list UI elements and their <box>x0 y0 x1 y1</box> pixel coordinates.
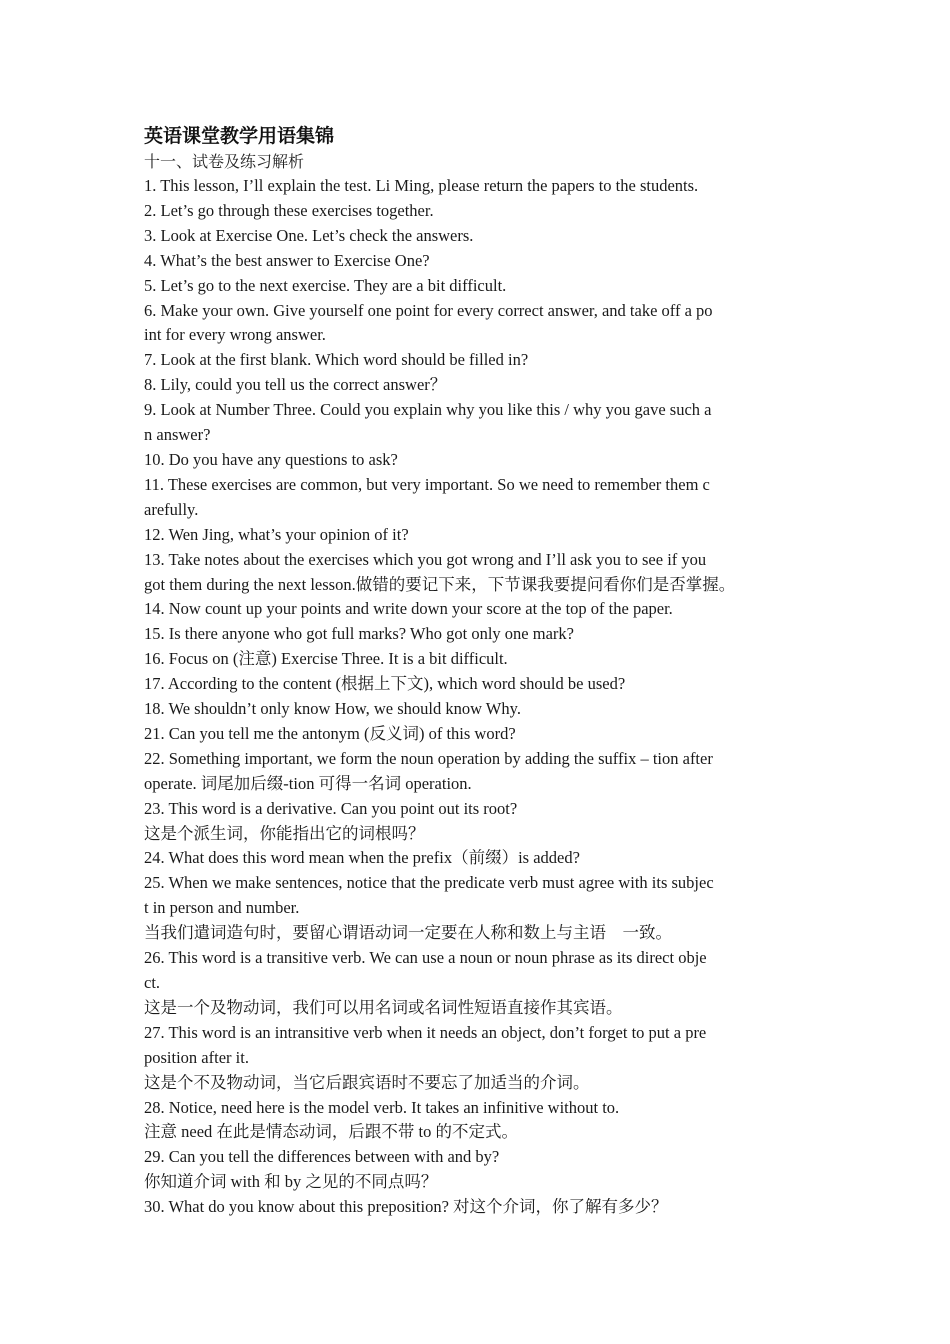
text-line: t in person and number. <box>144 898 300 918</box>
document-title: 英语课堂教学用语集锦 <box>144 125 335 147</box>
text-line: 1. This lesson, I’ll explain the test. Li Ming, please return the papers to the students. <box>144 176 699 195</box>
text-line: got them during the next lesson.做错的要记下来，下节课我要提问看你们是否掌握。 <box>144 574 736 594</box>
text-line: 30. What do you know about this preposition? 对这个介词，你了解有多少？ <box>144 1197 668 1217</box>
text-line: ct. <box>144 973 161 992</box>
text-line: 16. Focus on (注意) Exercise Three. It is a bit difficult. <box>144 649 508 669</box>
text-line: 这是一个及物动词，我们可以用名词或名词性短语直接作其宾语。 <box>144 997 623 1017</box>
text-line: operate. 词尾加后缀-tion 可得一名词 operation. <box>144 773 472 793</box>
text-line: 2. Let’s go through these exercises together. <box>144 200 434 220</box>
text-line: n answer? <box>144 425 211 445</box>
text-line: 当我们遣词造句时，要留心谓语动词一定要在人称和数上与主语 一致。 <box>144 923 672 943</box>
text-line: 25. When we make sentences, notice that the predicate verb must agree with its subjec <box>144 873 714 893</box>
text-line: 6. Make your own. Give yourself one point for every correct answer, and take off a po <box>144 300 713 320</box>
text-line: 注意 need 在此是情态动词，后跟不带 to 的不定式。 <box>144 1122 518 1142</box>
document-body <box>144 122 824 1220</box>
text-line: 这是个不及物动词，当它后跟宾语时不要忘了加适当的介词。 <box>144 1072 590 1092</box>
text-line: 11. These exercises are common, but very important. So we need to remember them c <box>144 474 710 494</box>
text-line: 17. According to the content (根据上下文), which word should be used? <box>144 674 626 694</box>
text-line: 12. Wen Jing, what’s your opinion of it? <box>144 524 409 544</box>
text-line: 15. Is there anyone who got full marks? Who got only one mark? <box>144 624 574 644</box>
text-line: 8. Lily, could you tell us the correct answer？ <box>144 375 447 395</box>
text-line: 27. This word is an intransitive verb when it needs an object, don’t forget to put a pre <box>144 1022 707 1042</box>
text-lines <box>144 174 824 1220</box>
text-line: 28. Notice, need here is the model verb. It takes an infinitive without to. <box>144 1097 620 1117</box>
text-line: 7. Look at the first blank. Which word should be filled in? <box>144 350 529 370</box>
text-line: 5. Let’s go to the next exercise. They are a bit difficult. <box>144 275 507 295</box>
text-line: int for every wrong answer. <box>144 325 326 345</box>
text-line: 22. Something important, we form the noun operation by adding the suffix – tion after <box>144 748 713 768</box>
text-line: 23. This word is a derivative. Can you point out its root? <box>144 798 518 818</box>
text-line: 10. Do you have any questions to ask? <box>144 449 398 469</box>
text-line: 29. Can you tell the differences between with and by? <box>144 1147 500 1167</box>
text-line: 18. We shouldn’t only know How, we should know Why. <box>144 699 521 719</box>
text-line: 9. Look at Number Three. Could you explain why you like this / why you gave such a <box>144 400 712 420</box>
text-line: 这是个派生词，你能指出它的词根吗？ <box>144 823 425 843</box>
text-line: 4. What’s the best answer to Exercise One? <box>144 250 430 270</box>
text-line: 21. Can you tell me the antonym (反义词) of this word? <box>144 723 516 743</box>
text-line: arefully. <box>144 499 199 519</box>
text-line: 你知道介词 with 和 by 之见的不同点吗？ <box>144 1172 438 1192</box>
text-line: 14. Now count up your points and write down your score at the top of the paper. <box>144 599 673 619</box>
text-line: position after it. <box>144 1047 249 1067</box>
text-line: 13. Take notes about the exercises which you got wrong and I’ll ask you to see if you <box>144 549 707 569</box>
text-line: 26. This word is a transitive verb. We can use a noun or noun phrase as its direct obje <box>144 948 707 968</box>
section-heading: 十一、试卷及练习解析 <box>144 152 305 171</box>
text-line: 3. Look at Exercise One. Let’s check the answers. <box>144 225 474 245</box>
text-line: 24. What does this word mean when the prefix（前缀）is added? <box>144 848 580 868</box>
